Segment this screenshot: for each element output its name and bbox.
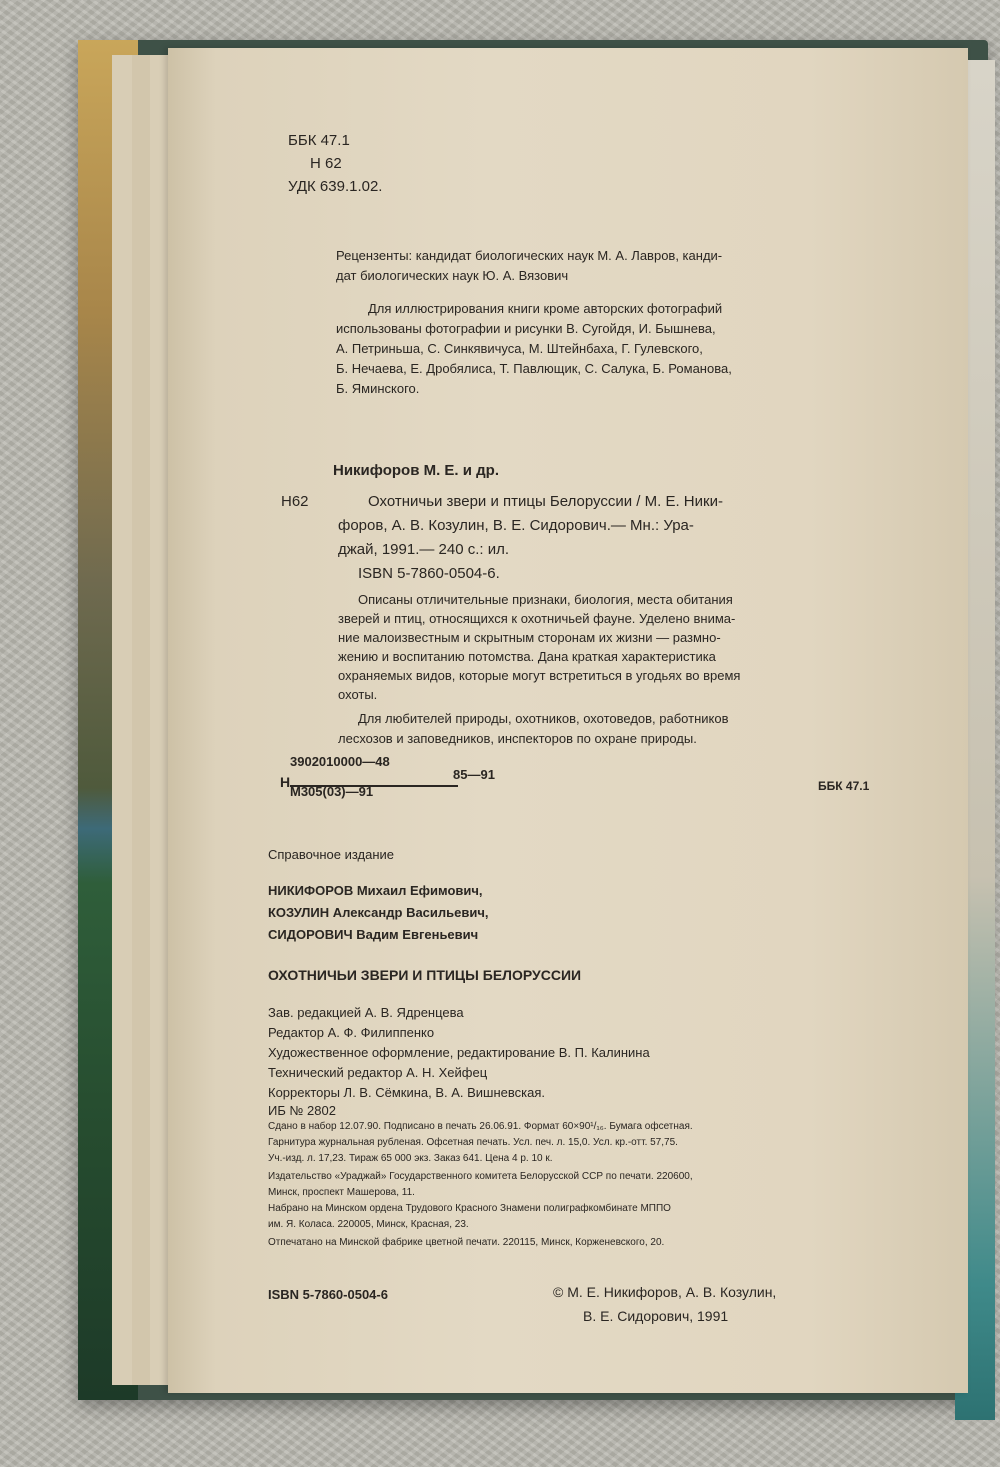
annotation-line: Описаны отличительные признаки, биология, места обитания (358, 592, 733, 607)
print-detail: Гарнитура журнальная рубленая. Офсетная печать. Усл. печ. л. 15,0. Усл. кр.-отт. 57,75. (268, 1137, 678, 1148)
code-letter: Н (280, 774, 291, 790)
copyright-line: © М. Е. Никифоров, А. В. Козулин, (553, 1284, 777, 1300)
author-mark: Н 62 (310, 155, 342, 172)
print-detail: им. Я. Коласа. 220005, Минск, Красная, 23. (268, 1219, 469, 1230)
staff-line: Корректоры Л. В. Сёмкина, В. А. Вишневская. (268, 1085, 546, 1100)
staff-line: Технический редактор А. Н. Хейфец (268, 1065, 488, 1080)
edition-type: Справочное издание (268, 847, 395, 862)
annotation-line: охоты. (338, 687, 378, 702)
code-numerator: 3902010000—48 (290, 754, 390, 769)
annotation-line: ние малоизвестным и скрытным сторонам их жизни — размно- (338, 630, 721, 645)
footer-isbn: ISBN 5-7860-0504-6 (268, 1287, 388, 1302)
bbk-index: ББК 47.1 (288, 132, 350, 149)
illustrations-line: А. Петриньша, С. Синкявичуса, М. Штейнбаха, Г. Гулевского, (336, 341, 703, 356)
annotation-line: зверей и птиц, относящихся к охотничьей фауне. Уделено внима- (338, 611, 736, 626)
catalog-description: форов, А. В. Козулин, В. Е. Сидорович.— Мн.: Ура- (338, 517, 694, 534)
print-detail: Сдано в набор 12.07.90. Подписано в печать 26.06.91. Формат 60×90¹/₁₆. Бумага офсетная. (268, 1121, 693, 1132)
reviewers-line: дат биологических наук Ю. А. Вязович (336, 268, 569, 283)
print-detail: Уч.-изд. л. 17,23. Тираж 65 000 экз. Заказ 641. Цена 4 р. 10 к. (268, 1153, 553, 1164)
staff-line: Редактор А. Ф. Филиппенко (268, 1025, 435, 1040)
illustrations-line: Б. Нечаева, Е. Дробялиса, Т. Павлющик, С. Салука, Б. Романова, (336, 361, 732, 376)
title-verso-page (168, 48, 968, 1393)
illustrations-line: использованы фотографии и рисунки В. Сугойдя, И. Бышнева, (336, 321, 716, 336)
book-title: ОХОТНИЧЬИ ЗВЕРИ И ПТИЦЫ БЕЛОРУССИИ (268, 967, 582, 983)
code-denominator: М305(03)—91 (290, 784, 374, 799)
print-detail: Набрано на Минском ордена Трудового Красного Знамени полиграфкомбинате МППО (268, 1203, 671, 1214)
bbk-bottom: ББК 47.1 (818, 779, 870, 793)
author-full-name: НИКИФОРОВ Михаил Ефимович, (268, 883, 483, 898)
audience-line: лесхозов и заповедников, инспекторов по охране природы. (338, 731, 697, 746)
annotation-line: охраняемых видов, которые могут встретиться в угодьях во время (338, 668, 741, 683)
print-detail: Минск, проспект Машерова, 11. (268, 1187, 415, 1198)
catalog-description: джай, 1991.— 240 с.: ил. (338, 541, 510, 558)
staff-line: ИБ № 2802 (268, 1103, 336, 1118)
print-detail: Отпечатано на Минской фабрике цветной печати. 220115, Минск, Корженевского, 20. (268, 1237, 665, 1248)
catalog-isbn: ISBN 5-7860-0504-6. (358, 565, 500, 582)
print-detail: Издательство «Ураджай» Государственного комитета Белорусской ССР по печати. 220600, (268, 1171, 693, 1182)
catalog-description: Охотничьи звери и птицы Белоруссии / М. Е. Ники- (368, 493, 723, 510)
copyright-line: В. Е. Сидорович, 1991 (583, 1308, 729, 1324)
catalog-heading: Никифоров М. Е. и др. (333, 462, 499, 479)
annotation-line: жению и воспитанию потомства. Дана краткая характеристика (338, 649, 716, 664)
reviewers-line: Рецензенты: кандидат биологических наук М. А. Лавров, канди- (336, 248, 723, 263)
staff-line: Художественное оформление, редактирование В. П. Калинина (268, 1045, 650, 1060)
catalog-mark: Н62 (281, 493, 309, 510)
code-suffix: 85—91 (453, 767, 495, 782)
author-full-name: СИДОРОВИЧ Вадим Евгеньевич (268, 927, 479, 942)
staff-line: Зав. редакцией А. В. Ядренцева (268, 1005, 464, 1020)
udk-index: УДК 639.1.02. (288, 178, 383, 195)
fraction-bar (290, 785, 458, 787)
illustrations-line: Для иллюстрирования книги кроме авторских фотографий (368, 301, 723, 316)
illustrations-line: Б. Яминского. (336, 381, 420, 396)
author-full-name: КОЗУЛИН Александр Васильевич, (268, 905, 489, 920)
audience-line: Для любителей природы, охотников, охотоведов, работников (358, 711, 729, 726)
